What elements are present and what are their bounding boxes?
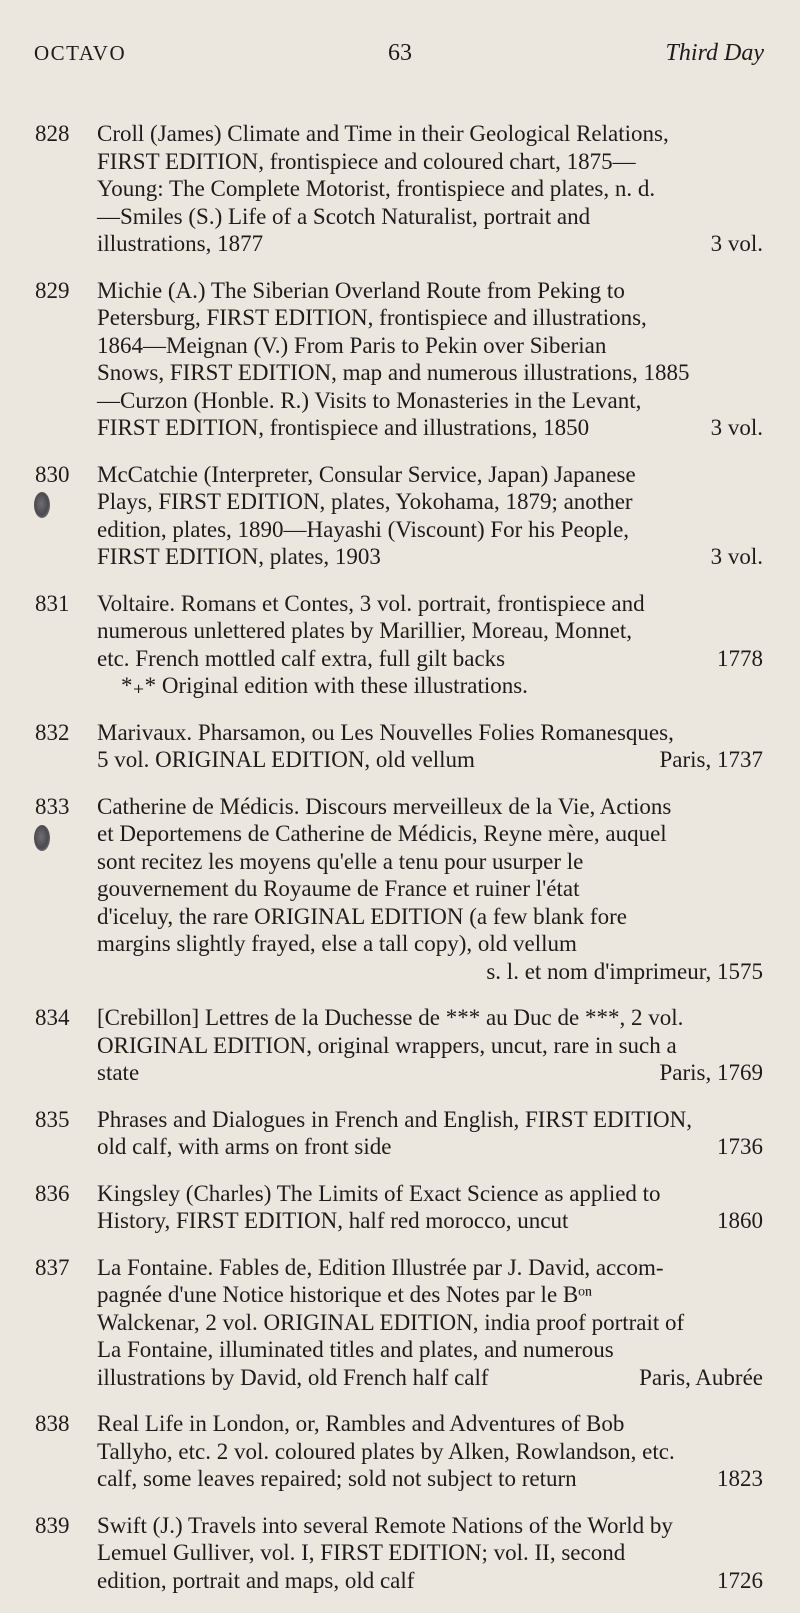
description-line: Croll (James) Climate and Time in their Geological Relations, [97, 121, 669, 146]
description-line: FIRST EDITION, frontispiece and coloured chart, 1875— [97, 148, 636, 174]
description-line: Kingsley (Charles) The Limits of Exact Science as applied to [97, 1180, 661, 1206]
lot-entry [0, 461, 800, 571]
lot-description [97, 277, 763, 442]
description-line: Marivaux. Pharsamon, ou Les Nouvelles Folies Romanesques, [97, 719, 674, 745]
description-line: Petersburg, FIRST EDITION, frontispiece and illustrations, [97, 305, 647, 330]
description-last-line [97, 1567, 763, 1595]
imprint-date: Paris, 1769 [659, 1060, 763, 1085]
description-last-line [97, 645, 763, 673]
description-line: Lemuel Gulliver, vol. I, FIRST EDITION; vol. II, second [97, 1540, 626, 1565]
lot-entry [0, 793, 800, 986]
description-line: illustrations, 1877 [97, 231, 264, 256]
lot-description [97, 793, 763, 986]
description-last-line [97, 1207, 763, 1235]
description-line: ORIGINAL EDITION, original wrappers, uncut, rare in such a [97, 1032, 677, 1058]
lot-number: 828 [35, 121, 70, 146]
lot-description [97, 1254, 763, 1392]
lot-number: 834 [35, 1005, 70, 1030]
description-last-line [97, 746, 763, 774]
description-line: Plays, FIRST EDITION, plates, Yokohama, 1879; another [97, 489, 633, 514]
description-line: illustrations by David, old French half calf [97, 1364, 489, 1390]
imprint-date: 1726 [717, 1567, 763, 1593]
lot-entry [0, 1410, 800, 1493]
description-line: 5 vol. ORIGINAL EDITION, old vellum [97, 747, 475, 772]
imprint-date: 1778 [717, 645, 763, 671]
imprint-date: Paris, Aubrée [639, 1364, 763, 1390]
imprint-date: 1823 [717, 1466, 763, 1491]
lot-description [97, 719, 763, 774]
description-last-line [97, 414, 763, 442]
lot-list [0, 120, 800, 1613]
description-last-line [97, 1364, 763, 1392]
description-line: pagnée d'une Notice historique et des Notes par le Bᵒⁿ [97, 1282, 593, 1307]
lot-description [97, 120, 763, 258]
description-line: Snows, FIRST EDITION, map and numerous illustrations, 1885 [97, 360, 690, 385]
imprint-date: 3 vol. [710, 231, 763, 256]
description-line: 1864—Meignan (V.) From Paris to Pekin over Siberian [97, 332, 607, 358]
description-line: edition, portrait and maps, old calf [97, 1567, 415, 1593]
description-line: Catherine de Médicis. Discours merveilleux de la Vie, Actions [97, 793, 672, 819]
imprint-date: 3 vol. [710, 544, 763, 569]
description-line: La Fontaine. Fables de, Edition Illustrée par J. David, accom- [97, 1254, 664, 1280]
lot-entry [0, 120, 800, 258]
imprint-date: 1860 [717, 1208, 763, 1233]
description-line: Voltaire. Romans et Contes, 3 vol. portrait, frontispiece and [97, 590, 645, 616]
lot-number: 832 [35, 719, 70, 745]
sale-day-heading: Third Day [665, 40, 764, 66]
lot-number: 829 [35, 277, 70, 303]
lot-description [97, 1106, 763, 1161]
imprint-date: 1736 [717, 1134, 763, 1159]
lot-entry [0, 719, 800, 774]
description-last-line [97, 543, 763, 571]
description-line: FIRST EDITION, frontispiece and illustrations, 1850 [97, 415, 590, 440]
description-line: McCatchie (Interpreter, Consular Service, Japan) Japanese [97, 461, 636, 487]
lot-number: 835 [35, 1106, 70, 1132]
description-line: calf, some leaves repaired; sold not subject to return [97, 1466, 577, 1491]
description-line: Young: The Complete Motorist, frontispiece and plates, n. d. [97, 176, 656, 201]
lot-entry [0, 1180, 800, 1235]
lot-number: 830 [35, 461, 70, 487]
description-line: sont recitez les moyens qu'elle a tenu pour usurper le [97, 848, 584, 874]
lot-description [97, 1004, 763, 1087]
description-line: [Crebillon] Lettres de la Duchesse de *** au Duc de ***, 2 vol. [97, 1005, 684, 1030]
description-line: gouvernement du Royaume de France et ruiner l'état [97, 876, 580, 901]
description-line: Phrases and Dialogues in French and English, FIRST EDITION, [97, 1106, 692, 1132]
description-line: margins slightly frayed, else a tall copy), old vellum [97, 931, 577, 956]
lot-description [97, 1180, 763, 1235]
imprint-date: Paris, 1737 [659, 747, 763, 772]
description-line: Tallyho, etc. 2 vol. coloured plates by Alken, Rowlandson, etc. [97, 1438, 675, 1464]
description-line: numerous unlettered plates by Marillier, Moreau, Monnet, [97, 618, 632, 643]
lot-entry [0, 1004, 800, 1087]
description-last-line [97, 1465, 763, 1493]
lot-entry [0, 1106, 800, 1161]
lot-number: 837 [35, 1254, 70, 1280]
description-line: old calf, with arms on front side [97, 1134, 392, 1159]
description-line: d'iceluy, the rare ORIGINAL EDITION (a few blank fore [97, 903, 627, 929]
lot-number: 833 [35, 793, 70, 819]
imprint-date: s. l. et nom d'imprimeur, 1575 [486, 958, 763, 984]
description-line: Walckenar, 2 vol. ORIGINAL EDITION, india proof portrait of [97, 1309, 685, 1335]
description-line: —Smiles (S.) Life of a Scotch Naturalist, portrait and [97, 203, 591, 229]
lot-number: 838 [35, 1411, 70, 1436]
lot-description [97, 1410, 763, 1493]
description-line: et Deportemens de Catherine de Médicis, Reyne mère, auquel [97, 821, 667, 846]
lot-number: 836 [35, 1180, 70, 1206]
lot-entry [0, 1512, 800, 1595]
lot-entry [0, 590, 800, 700]
lot-number: 839 [35, 1512, 70, 1538]
description-line: —Curzon (Honble. R.) Visits to Monasteries in the Levant, [97, 387, 642, 413]
description-line: Swift (J.) Travels into several Remote Nations of the World by [97, 1512, 673, 1538]
description-line: Michie (A.) The Siberian Overland Route from Peking to [97, 277, 625, 303]
lot-entry [0, 277, 800, 442]
imprint-date: 3 vol. [710, 415, 763, 440]
description-last-line [97, 230, 763, 258]
lot-description [97, 1512, 763, 1595]
lot-description [97, 590, 763, 700]
description-line: etc. French mottled calf extra, full gilt backs [97, 645, 506, 671]
description-line: La Fontaine, illuminated titles and plates, and numerous [97, 1337, 614, 1362]
description-line: Real Life in London, or, Rambles and Adventures of Bob [97, 1411, 625, 1436]
description-line: state [97, 1060, 140, 1085]
description-line: FIRST EDITION, plates, 1903 [97, 544, 381, 569]
lot-number: 831 [35, 590, 70, 616]
lot-entry [0, 1254, 800, 1392]
lot-note: *₊* Original edition with these illustrations. [121, 673, 528, 698]
format-heading: OCTAVO [34, 41, 127, 65]
page-number: 63 [388, 40, 412, 66]
page-header [0, 40, 800, 74]
description-last-line [97, 958, 763, 986]
description-line: edition, plates, 1890—Hayashi (Viscount) For his People, [97, 516, 630, 542]
description-line: History, FIRST EDITION, half red morocco, uncut [97, 1208, 569, 1233]
description-last-line [97, 1059, 763, 1087]
description-last-line [97, 1133, 763, 1161]
lot-description [97, 461, 763, 571]
